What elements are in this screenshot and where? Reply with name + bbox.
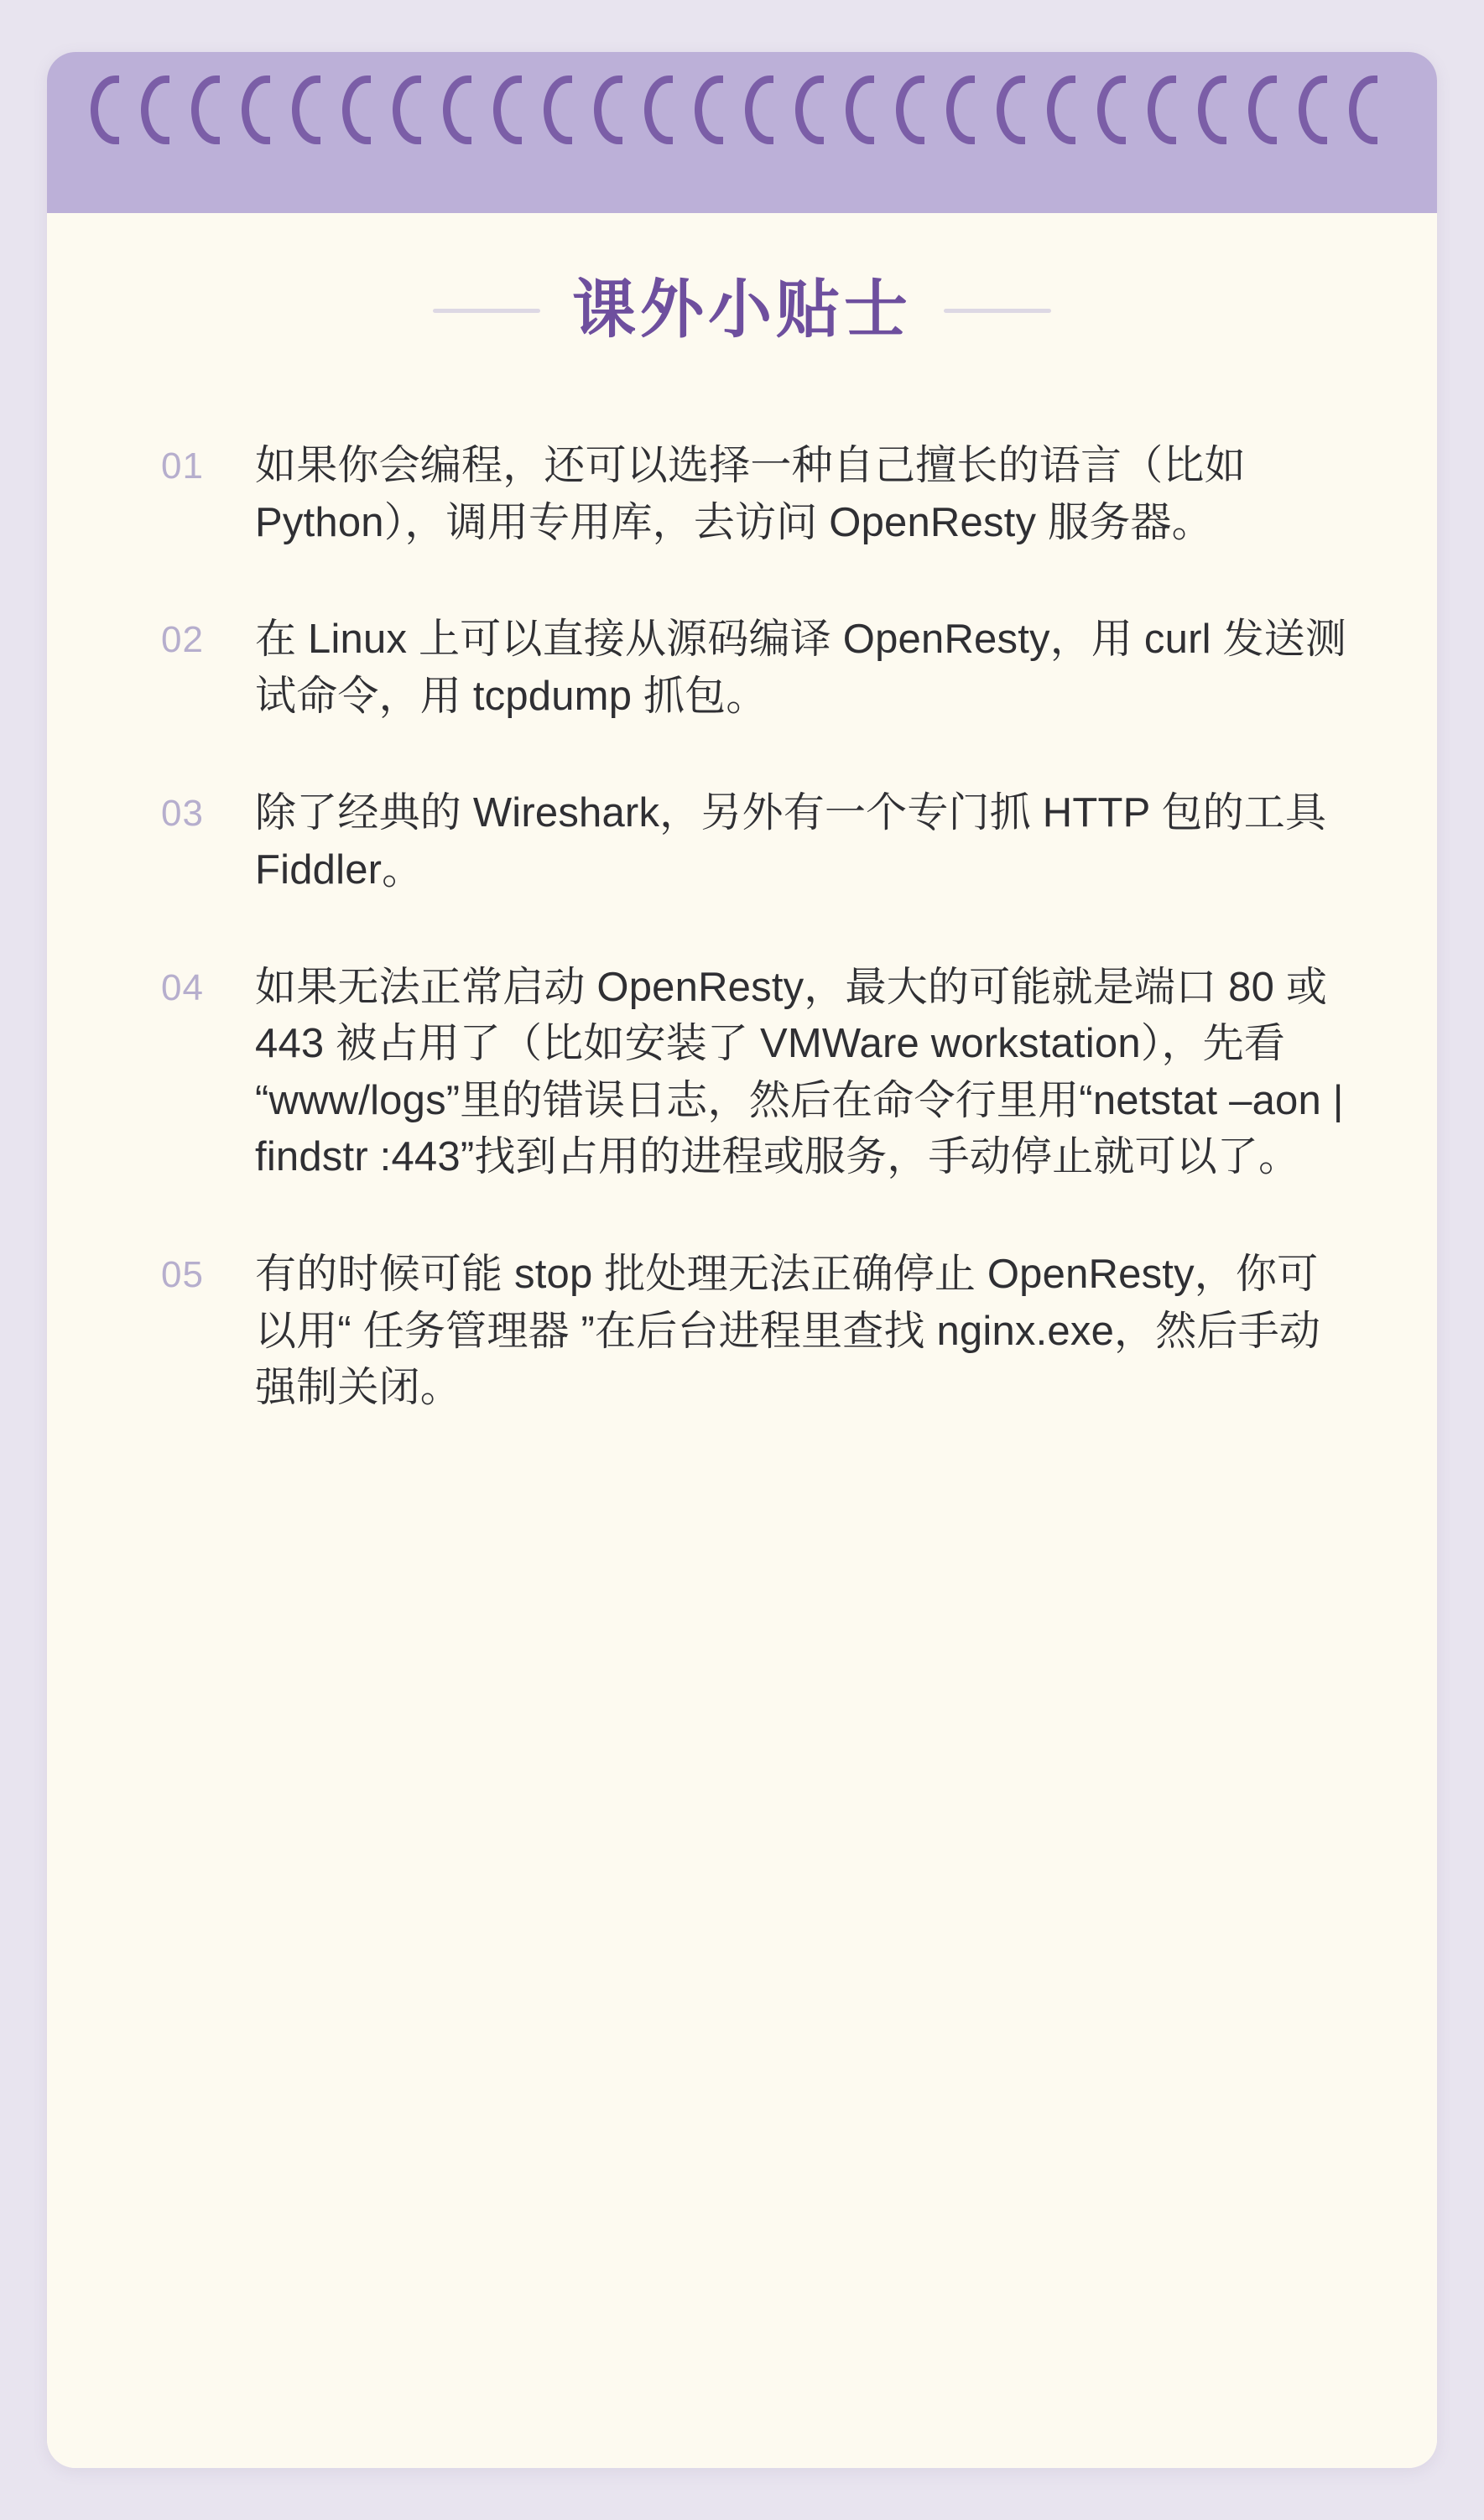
spiral-ring: [997, 75, 1025, 144]
spiral-ring: [795, 75, 824, 144]
spiral-ring: [745, 75, 773, 144]
tip-item: [161, 785, 1356, 898]
title-rule-left: [433, 309, 540, 313]
tips-card: [47, 52, 1437, 2468]
spiral-ring: [1148, 75, 1176, 144]
tip-number: 03: [161, 793, 204, 835]
tip-item: [161, 612, 1356, 725]
spiral-ring: [342, 75, 371, 144]
tips-list: [161, 438, 1356, 1417]
spiral-ring: [493, 75, 522, 144]
spiral-ring: [695, 75, 723, 144]
tip-text: 如果无法正常启动 OpenResty，最大的可能就是端口 80 或 443 被占用了（比如安装了 VMWare workstation），先看“www/logs”里的错误日志，然后在命令行里用“netstat –aon | findstr :443”找到占用的进程或服务，手动停止就可以了。: [255, 964, 1344, 1180]
spiral-ring: [191, 75, 220, 144]
spiral-ring: [1047, 75, 1075, 144]
tip-item: [161, 960, 1356, 1186]
spiral-ring: [544, 75, 572, 144]
tip-text: 在 Linux 上可以直接从源码编译 OpenResty，用 curl 发送测试命令，用 tcpdump 抓包。: [255, 617, 1347, 719]
spiral-ring: [644, 75, 673, 144]
tip-item: [161, 438, 1356, 551]
spiral-ring: [242, 75, 270, 144]
spiral-ring: [393, 75, 421, 144]
page-title-row: [47, 274, 1437, 346]
spiral-ring: [1299, 75, 1327, 144]
spiral-ring: [896, 75, 924, 144]
spiral-ring: [846, 75, 874, 144]
spiral-ring: [443, 75, 471, 144]
spiral-ring: [946, 75, 975, 144]
title-rule-right: [944, 309, 1051, 313]
tip-number: 04: [161, 966, 204, 1008]
spiral-ring: [1097, 75, 1126, 144]
spiral-ring: [1198, 75, 1226, 144]
tip-text: 有的时候可能 stop 批处理无法正确停止 OpenResty，你可以用“ 任务管理器 ”在后台进程里查找 nginx.exe，然后手动强制关闭。: [255, 1252, 1321, 1411]
spiral-rings: [47, 52, 1437, 213]
spiral-ring: [91, 75, 119, 144]
spiral-ring: [292, 75, 320, 144]
spiral-ring: [1248, 75, 1277, 144]
tip-number: 02: [161, 619, 204, 661]
tip-item: [161, 1247, 1356, 1417]
page-title: 课外小贴士: [572, 274, 912, 346]
card-sheet: [47, 213, 1437, 2468]
spiral-ring: [594, 75, 622, 144]
spiral-ring: [1349, 75, 1377, 144]
tip-text: 如果你会编程，还可以选择一种自己擅长的语言（比如 Python），调用专用库，去访问 OpenResty 服务器。: [255, 443, 1246, 545]
spiral-ring: [141, 75, 169, 144]
tip-number: 01: [161, 445, 204, 487]
tip-number: 05: [161, 1254, 204, 1296]
tip-text: 除了经典的 Wireshark，另外有一个专门抓 HTTP 包的工具 Fiddler。: [255, 790, 1327, 893]
